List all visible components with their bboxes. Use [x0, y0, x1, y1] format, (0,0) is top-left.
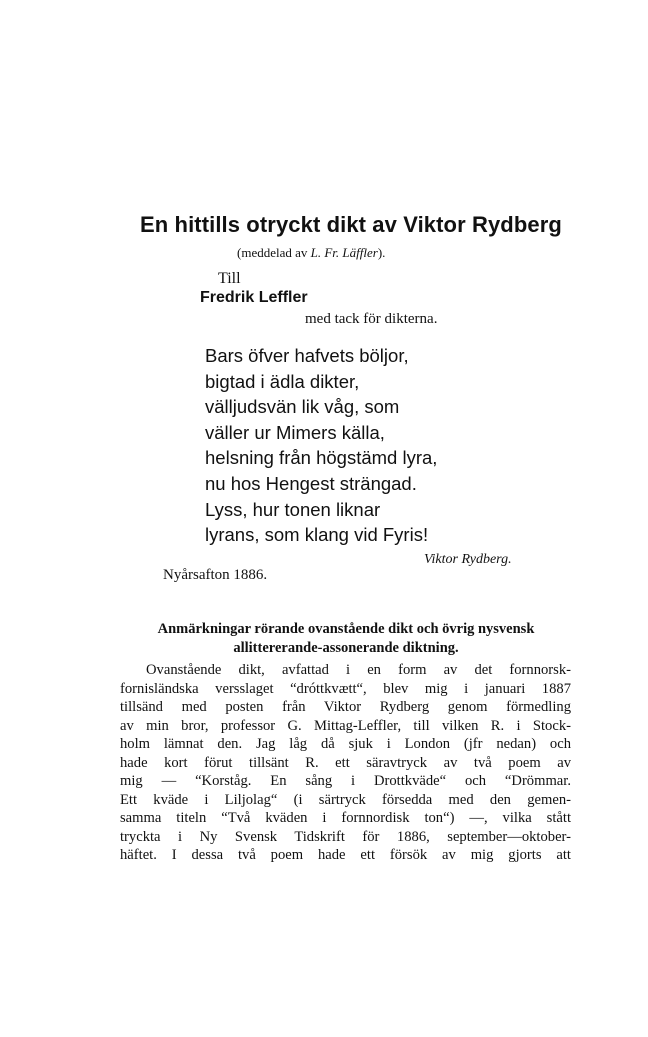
dedication-till: Till — [218, 270, 241, 287]
poem-line: välljudsvän lik våg, som — [205, 396, 400, 418]
subtitle-prefix: (meddelad av — [237, 245, 308, 260]
body-line: holm lämnat den. Jag låg då sjuk i London (jfr nedan) och — [120, 736, 571, 752]
poem-line: Lyss, hur tonen liknar — [205, 498, 381, 520]
body-line: häftet. I dessa två poem hade ett försök av mig gjorts att — [120, 847, 571, 863]
poem-body — [205, 343, 437, 548]
section-title: Anmärkningar rörande ovanstående dikt och övrig nysvensk allittererande-assonerande diktning. — [157, 621, 535, 656]
body-line: fornisländska versslaget “dróttkvætt“, blev mig i januari 1887 — [120, 680, 571, 697]
poem-line: helsning från högstämd lyra, — [205, 447, 438, 469]
body-line: mig — “Korståg. En sång i Drottkväde“ och “Drömmar. — [120, 773, 571, 789]
poem-dateline: Nyårsafton 1886. — [163, 567, 268, 583]
dedication-thanks: med tack för dikterna. — [305, 311, 438, 327]
body-line: hade kort förut tillsänt R. ett säravtryck av två poem av — [120, 754, 571, 771]
body-line: samma titeln “Två kväden i fornnordisk ton“) —, vilka stått — [120, 810, 571, 826]
poem-line: Bars öfver hafvets böljor, — [205, 345, 409, 366]
poem-line: nu hos Hengest strängad. — [205, 472, 417, 494]
poem-title: En hittills otryckt dikt av Viktor Rydberg — [140, 212, 562, 237]
subtitle-suffix: ). — [377, 245, 386, 260]
section-body — [120, 661, 571, 865]
body-line: av min bror, professor G. Mittag-Leffler, till vilken R. i Stock- — [120, 717, 571, 734]
body-line: tryckta i Ny Svensk Tidskrift för 1886, september—oktober- — [120, 828, 571, 845]
poem-line: bigtad i ädla dikter, — [205, 370, 360, 392]
subtitle-name: L. Fr. Läffler — [310, 245, 378, 260]
body-line: Ett kväde i Liljolag“ (i särtryck försedda med den gemen- — [120, 791, 571, 808]
dedicatee-name: Fredrik Leffler — [200, 289, 308, 306]
poem-line: väller ur Mimers källa, — [205, 421, 385, 443]
body-line: tillsänd med posten från Viktor Rydberg genom förmedling — [120, 699, 571, 715]
poem-signature: Viktor Rydberg. — [424, 552, 512, 567]
poem-subtitle — [237, 245, 385, 261]
body-line: Ovanstående dikt, avfattad i en form av det fornnorsk- — [146, 662, 571, 678]
poem-line: lyrans, som klang vid Fyris! — [205, 524, 429, 546]
